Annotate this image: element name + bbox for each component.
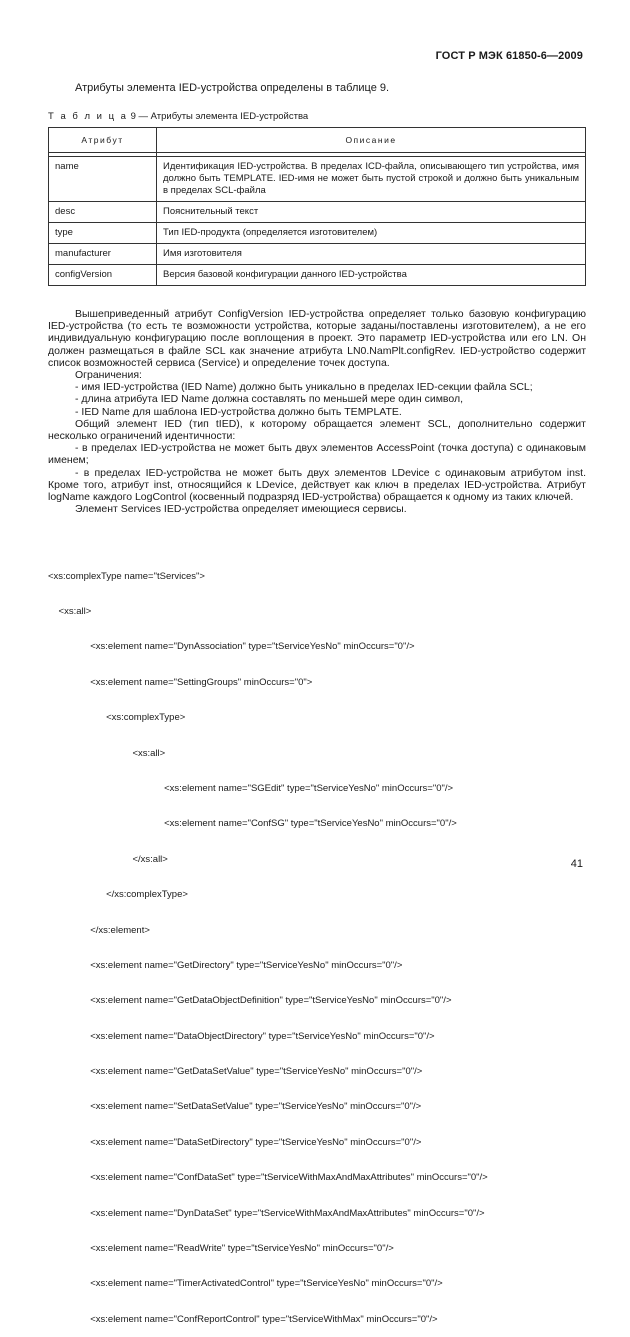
code-line: <xs:element name="DynAssociation" type="tServiceYesNo" minOccurs="0"/> — [48, 641, 415, 653]
table-cell-description: Версия базовой конфигурации данного IED-устройства — [157, 265, 586, 286]
table-caption-label: Т а б л и ц а — [48, 111, 128, 122]
code-line: <xs:element name="SetDataSetValue" type="tServiceYesNo" minOccurs="0"/> — [48, 1101, 422, 1113]
table-row — [49, 157, 586, 202]
table-row — [49, 223, 586, 244]
attributes-table — [48, 127, 586, 286]
page-number: 41 — [570, 858, 583, 870]
intro-paragraph: Атрибуты элемента IED-устройства определены в таблице 9. — [75, 82, 390, 94]
table-cell-attribute: name — [49, 157, 157, 202]
table-row — [49, 244, 586, 265]
table-cell-attribute: configVersion — [49, 265, 157, 286]
table-cell-description: Тип IED-продукта (определяется изготовителем) — [157, 223, 586, 244]
paragraph-restrictions-title: Ограничения: — [75, 369, 142, 382]
code-line: <xs:element name="TimerActivatedControl" type="tServiceYesNo" minOccurs="0"/> — [48, 1278, 443, 1290]
code-line: <xs:all> — [48, 605, 92, 617]
table-header-description: Описание — [157, 128, 586, 153]
table-header-row — [49, 128, 586, 153]
code-line: </xs:complexType> — [48, 889, 188, 901]
code-line: <xs:element name="DynDataSet" type="tServiceWithMaxAndMaxAttributes" minOccurs="0"/> — [48, 1207, 485, 1219]
table-header-attribute: Атрибут — [49, 128, 157, 153]
code-line: <xs:all> — [48, 747, 166, 759]
table-cell-attribute: desc — [49, 202, 157, 223]
code-line: <xs:element name="GetDataObjectDefinition" type="tServiceYesNo" minOccurs="0"/> — [48, 995, 452, 1007]
table-caption — [48, 111, 308, 122]
list-item: - в пределах IED-устройства не может быть двух элементов LDevice с одинаковым атрибутом inst. Кроме того, атрибут inst, относящийся к LDevice, действует как ключ в пределах IED-устройства. Атрибут logName каждого LogControl (косвенный подразряд IED-устройства) обращается к одному из таких ключей. — [48, 466, 586, 504]
table-row — [49, 202, 586, 223]
code-line: <xs:complexType> — [48, 712, 186, 724]
table-cell-description: Пояснительный текст — [157, 202, 586, 223]
code-line: <xs:element name="ConfSG" type="tServiceYesNo" minOccurs="0"/> — [48, 818, 457, 830]
code-line: <xs:element name="DataSetDirectory" type="tServiceYesNo" minOccurs="0"/> — [48, 1136, 422, 1148]
table-row — [49, 265, 586, 286]
code-line: <xs:element name="ConfDataSet" type="tServiceWithMaxAndMaxAttributes" minOccurs="0"/> — [48, 1172, 488, 1184]
code-line: <xs:element name="ReadWrite" type="tServiceYesNo" minOccurs="0"/> — [48, 1243, 394, 1255]
xml-schema-code — [48, 547, 598, 1337]
code-line: <xs:element name="GetDataSetValue" type="tServiceYesNo" minOccurs="0"/> — [48, 1066, 423, 1078]
list-item: - IED Name для шаблона IED-устройства должно быть TEMPLATE. — [75, 405, 402, 418]
code-line: <xs:element name="ConfReportControl" type="tServiceWithMax" minOccurs="0"/> — [48, 1313, 438, 1325]
table-cell-description: Имя изготовителя — [157, 244, 586, 265]
table-cell-attribute: type — [49, 223, 157, 244]
code-line: <xs:complexType name="tServices"> — [48, 570, 205, 582]
table-cell-attribute: manufacturer — [49, 244, 157, 265]
paragraph-config-version: Вышеприведенный атрибут ConfigVersion IED-устройства определяет только базовую конфигурацию IED-устройства (то есть те возможности устройства, которые заданы/поставлены изготовителем), а не его индивидуальную конфигурацию после воплощения в проект. Это параметр IED-устройства или его LN. Он должен размещаться в файле SCL как значение атрибута LN0.NamPlt.configRev. IED-устройство содержит список возможностей сервиса (Service) и определение точек доступа. — [48, 308, 586, 369]
code-line: <xs:element name="SGEdit" type="tServiceYesNo" minOccurs="0"/> — [48, 782, 454, 794]
code-line: <xs:element name="DataObjectDirectory" type="tServiceYesNo" minOccurs="0"/> — [48, 1030, 435, 1042]
code-line: </xs:element> — [48, 924, 150, 936]
code-line: <xs:element name="GetDirectory" type="tServiceYesNo" minOccurs="0"/> — [48, 959, 403, 971]
list-item: - имя IED-устройства (IED Name) должно быть уникально в пределах IED-секции файла SCL; — [75, 381, 533, 394]
paragraph-services: Элемент Services IED-устройства определяет имеющиеся сервисы. — [75, 503, 407, 516]
paragraph-identity-constraints: Общий элемент IED (тип tIED), к которому обращается элемент SCL, дополнительно содержит несколько ограничений идентичности: — [48, 417, 586, 443]
table-cell-description: Идентификация IED-устройства. В пределах ICD-файла, описывающего тип устройства, имя должно быть TEMPLATE. IED-имя не может быть пустой строкой и должно быть уникальным в пределах SCL-файла — [157, 157, 586, 202]
list-item: - длина атрибута IED Name должна составлять по меньшей мере один символ, — [75, 393, 464, 406]
body-text — [48, 308, 586, 515]
code-line: </xs:all> — [48, 853, 168, 865]
list-item: - в пределах IED-устройства не может быть двух элементов AccessPoint (точка доступа) с одинаковым именем; — [48, 442, 586, 467]
table-caption-text: 9 — Атрибуты элемента IED-устройства — [130, 111, 309, 122]
code-line: <xs:element name="SettingGroups" minOccurs="0"> — [48, 676, 313, 688]
document-header: ГОСТ Р МЭК 61850-6—2009 — [435, 50, 583, 62]
